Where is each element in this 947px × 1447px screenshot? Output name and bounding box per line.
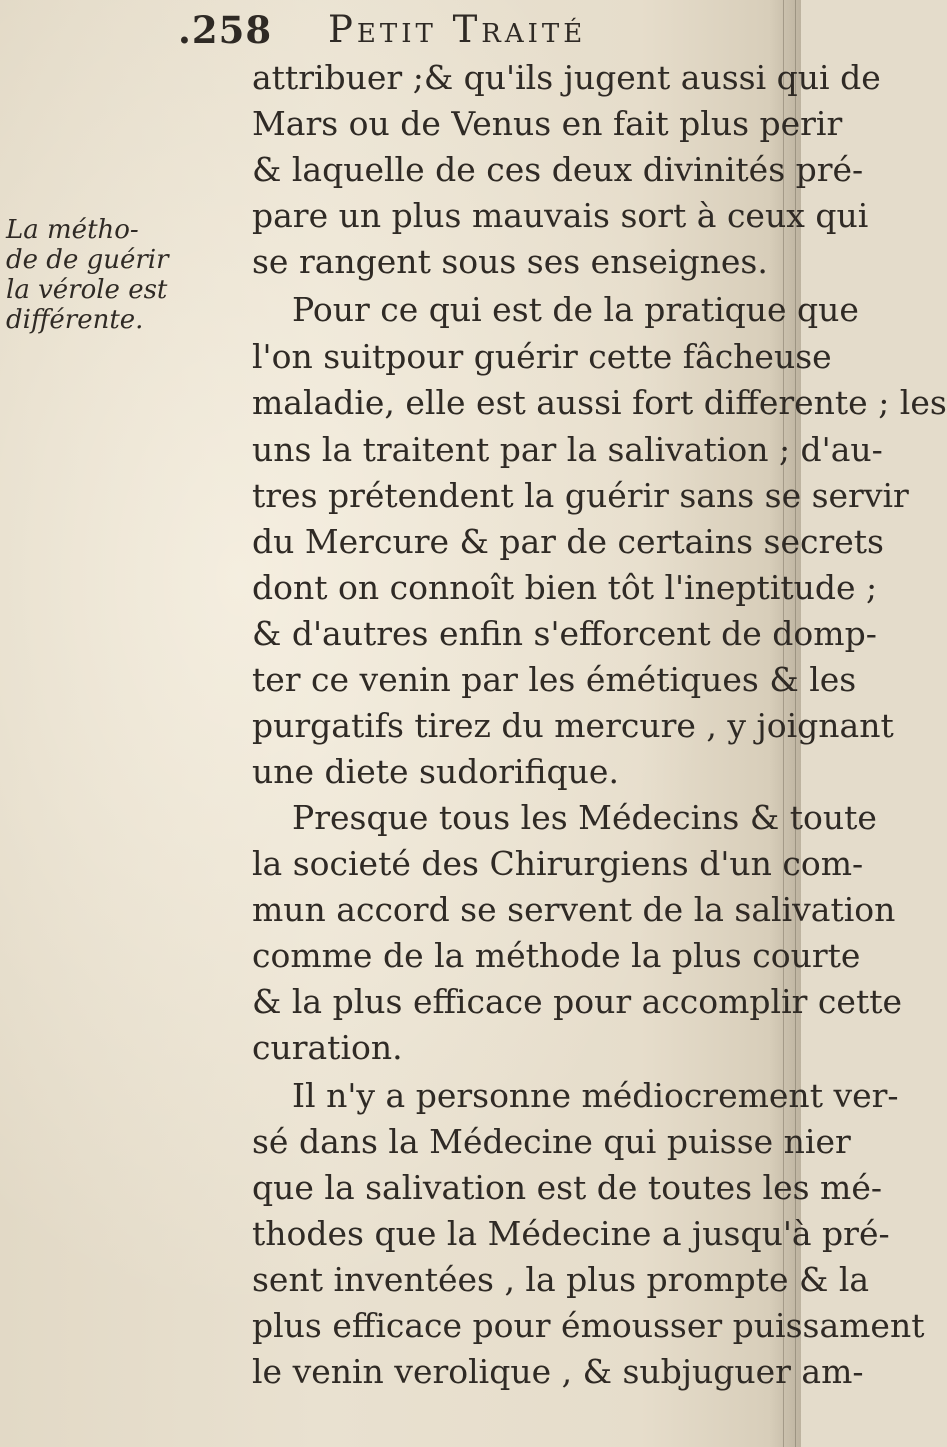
text-line: tres prétendent la guérir sans se servir [252, 476, 909, 515]
text-line: ter ce venin par les émétiques & les [252, 660, 857, 699]
text-line: attribuer ;& qu'ils jugent aussi qui de [252, 58, 881, 97]
text-line: le venin verolique , & subjuguer am- [252, 1352, 864, 1391]
text-line: Mars ou de Venus en fait plus perir [252, 104, 843, 143]
text-line: dont on connoît bien tôt l'ineptitude ; [252, 568, 878, 607]
text-line: une diete sudorifique. [252, 752, 619, 791]
text-line: maladie, elle est aussi fort differente ; les [252, 383, 947, 422]
text-line: Presque tous les Médecins & toute [292, 798, 877, 837]
margin-note-line: La métho- [6, 215, 139, 245]
text-line: comme de la méthode la plus courte [252, 936, 861, 975]
text-line: se rangent sous ses enseignes. [252, 242, 768, 281]
text-line: l'on suitpour guérir cette fâcheuse [252, 337, 832, 376]
running-title: Petit Traité [328, 8, 587, 51]
text-line: sé dans la Médecine qui puisse nier [252, 1122, 851, 1161]
text-line: mun accord se servent de la salivation [252, 890, 896, 929]
text-line: & laquelle de ces deux divinités pré- [252, 150, 864, 189]
text-line: plus efficace pour émousser puissament [252, 1306, 925, 1345]
text-line: que la salivation est de toutes les mé- [252, 1168, 883, 1207]
margin-note-line: la vérole est [6, 275, 168, 305]
text-line: curation. [252, 1028, 403, 1067]
margin-note-line: de de guérir [6, 245, 169, 275]
text-line: Il n'y a personne médiocrement ver- [292, 1076, 899, 1115]
margin-note [6, 215, 236, 335]
text-line: purgatifs tirez du mercure , y joignant [252, 706, 894, 745]
text-line: sent inventées , la plus prompte & la [252, 1260, 870, 1299]
text-line: pare un plus mauvais sort à ceux qui [252, 196, 869, 235]
text-line: & la plus efficace pour accomplir cette [252, 982, 902, 1021]
page-number: .258 [178, 8, 273, 52]
text-line: thodes que la Médecine a jusqu'à pré- [252, 1214, 890, 1253]
margin-note-line: différente. [6, 305, 144, 335]
text-line: uns la traitent par la salivation ; d'au- [252, 430, 883, 469]
text-line: la societé des Chirurgiens d'un com- [252, 844, 864, 883]
text-line: & d'autres enfin s'efforcent de domp- [252, 614, 877, 653]
text-line: Pour ce qui est de la pratique que [292, 290, 859, 329]
text-line: du Mercure & par de certains secrets [252, 522, 884, 561]
